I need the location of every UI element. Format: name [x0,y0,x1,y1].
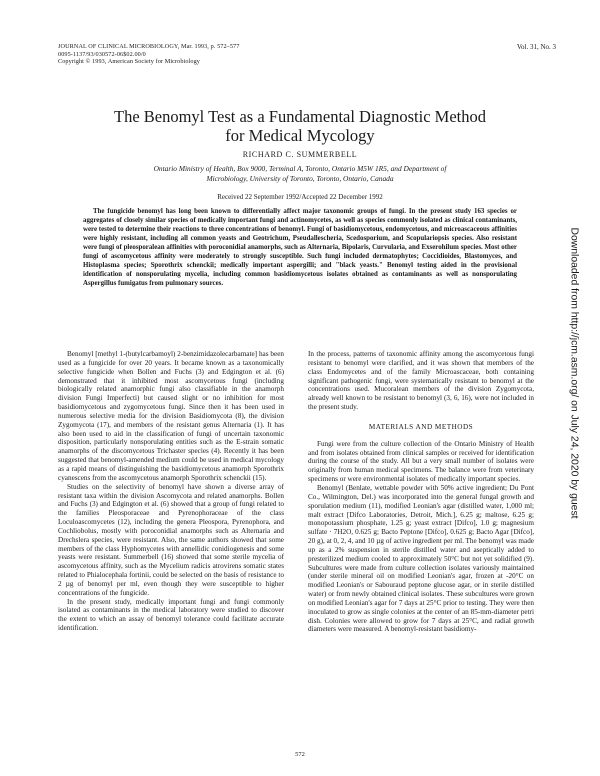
author-name: RICHARD C. SUMMERBELL [242,150,358,159]
article-title [60,107,540,145]
intro-paragraph-1: Benomyl [methyl 1-(butylcarbamoyl) 2-benzimidazolecarbamate] has been used as a fungicide for over 20 years. It became known as a taxonomically selective fungicide when Bollen and Fuchs (3) and Edgington et al. (6) demonstrated that it inhibited most ascomycetous fungi (including biologically related anamorphic fungi also classifiable in the anamorph division Fungi Imperfecti) but caused slight or no inhibition for most basidiomycetous and zygomycetous fungi. Since then it has been used in numerous selective media for the division Basidiomycota (8), the division Zygomycota (17), and members of the resistant genus Alternaria (1). It has also been used to aid in the classification of fungi of uncertain taxonomic disposition, particularly nonsporulating entities such as the E-strain somatic anamorphs of the discomycetous Trichaster species (4). Recently it has been suggested that benomyl-amended medium could be used in medical mycology as a rapid means of distinguishing the basidiomycetous anamorph Sporothrix cyanescens from the ascomycetous anamorph Sporothrix schenckii (15). [58,350,284,482]
intro-paragraph-continued: In the process, patterns of taxonomic affinity among the ascomycetous fungi resistant to benomyl were clarified, and it was shown that members of the class Endomycetes and of the family Microascaceae, both containing significant pathogenic fungi, were systematically resistant to benomyl at the concentrations used. Mucoralean members of the division Zygomycota, already well known to be resistant to benomyl (3, 6, 16), were not included in the present study. [308,350,534,412]
methods-heading: MATERIALS AND METHODS [368,422,474,431]
download-watermark-text: Downloaded from http://jcm.asm.org/ on July 24, 2020 by guest [568,227,580,519]
intro-paragraph-3: In the present study, medically important fungi and fungi commonly isolated as contaminants in the medical laboratory were studied to discover the extent to which an assay of benomyl tolerance could facilitate accurate identification. [58,597,284,633]
right-column [308,350,534,634]
abstract: The fungicide benomyl has long been known to differentially affect major taxonomic groups of fungi. In the present study 163 species or aggregates of closely similar species of medically important fungi and actinomycetes, as well as species commonly isolated as clinical contaminants, were tested to determine their reactions to three concentrations of benomyl. Fungi of basidiomycetous, endomycetous, and microascaceous affinities were highly resistant, including all common yeasts and Geotrichum, Pseudallescheria, Scedosporium, and Scopulariopsis species. Also resistant were fungi of pleosporalean affinities with poroconidial anamorphs, such as Alternaria, Bipolaris, Curvularia, and Exserohilum species. Most other fungi of ascomycetous affinity were moderately to strongly susceptible. Such fungi included dermatophytes; Coccidioides, Blastomyces, and Histoplasma species; Sporothrix schenckii; medically important aspergilli; and "black yeasts." Benomyl testing aided in the provisional identification of nonsporulating mycelia, including common basidiomycetous isolates obtained as contaminants as well as nonsporulating Aspergillus fumigatus from pulmonary sources. [83,208,517,287]
received-dates: Received 22 September 1992/Accepted 22 December 1992 [217,193,383,201]
methods-paragraph-2: Benomyl (Benlate, wettable powder with 50% active ingredient; Du Pont Co., Wilmington, Del.) was incorporated into the general fungal growth and sporulation medium (11), modified Leonian's agar (distilled water, 1,000 ml; malt extract [Difco Laboratories, Detroit, Mich.], 6.25 g; maltose, 6.25 g; monopotassium phosphate, 1.25 g; yeast extract [Difco], 1.0 g; magnesium sulfate · 7H2O, 0.625 g; Bacto Peptone [Difco], 0.625 g; Bacto Agar [Difco], 20 g), at 0, 2, 4, and 10 µg of active ingredient per ml. The benomyl was made up as a 2% suspension in sterile distilled water and aseptically added to presterilized medium cooled to approximately 50°C but not yet solidified (9). Subcultures were made from culture collection isolates variously maintained (under sterile mineral oil on modified Leonian's agar, frozen at -20°C on modified Leonian's or Sabouraud peptone glucose agar, or in sterile distilled water) or from newly obtained clinical isolates. These subcultures were grown on modified Leonian's agar for 7 days at 25°C prior to testing. They were then inoculated to grow as single colonies at the center of an 85-mm-diameter petri dish. Colonies were allowed to grow for 7 days at 25°C, and radial growth diameters were measured. A benomyl-resistant basidiomy- [308,483,534,634]
affiliation-line-2: Microbiology, University of Toronto, Toronto, Ontario, Canada [206,173,394,183]
journal-header [58,43,239,66]
title-line-2: for Medical Mycology [225,126,375,145]
volume-number: Vol. 31, No. 3 [516,43,556,51]
author-affiliation [80,164,520,183]
download-watermark [567,148,581,598]
affiliation-line-1: Ontario Ministry of Health, Box 9000, Terminal A, Toronto, Ontario M5W 1R5, and Department of [153,164,447,173]
copyright-line: Copyright © 1993, American Society for Microbiology [58,58,200,66]
intro-paragraph-2: Studies on the selectivity of benomyl have shown a diverse array of resistant taxa within the division Ascomycota and related anamorphs. Bollen and Fuchs (3) and Edgington et al. (6) showed that a group of fungi related to the families Pleosporaceae and Pyrenophoraceae of the class Loculoascomycetes (12), including the genera Pleospora, Pyrenophora, and Cochliobolus, mostly with poroconidial anamorphs such as Alternaria and Drechslera species, were resistant. Also, the same authors showed that some members of the class Hyphomycetes with annellidic conidiogenesis and some yeasts were resistant. Summerbell (16) showed that some sterile mycelia of ascomycetous affinity, such as the Mycelium radicis atrovirens somatic states related to Phialocephala fortinii, could be selected on the basis of resistance to 2 µg of benomyl per ml, even though they were susceptible to higher concentrations of the fungicide. [58,482,284,597]
title-line-1: The Benomyl Test as a Fundamental Diagnostic Method [113,107,486,126]
journal-code: 0095-1137/93/030572-06$02.00/0 [58,50,146,58]
journal-citation: JOURNAL OF CLINICAL MICROBIOLOGY, Mar. 1993, p. 572–577 [58,43,240,50]
page-number: 572 [295,751,305,758]
left-column [58,350,284,633]
methods-paragraph-1: Fungi were from the culture collection of the Ontario Ministry of Health and from isolates obtained from clinical samples or received for identification during the course of the study. All but a very small number of isolates were originally from human medical specimens. The balance were from veterinary specimens or were environmental isolates of medically important species. [308,439,534,484]
